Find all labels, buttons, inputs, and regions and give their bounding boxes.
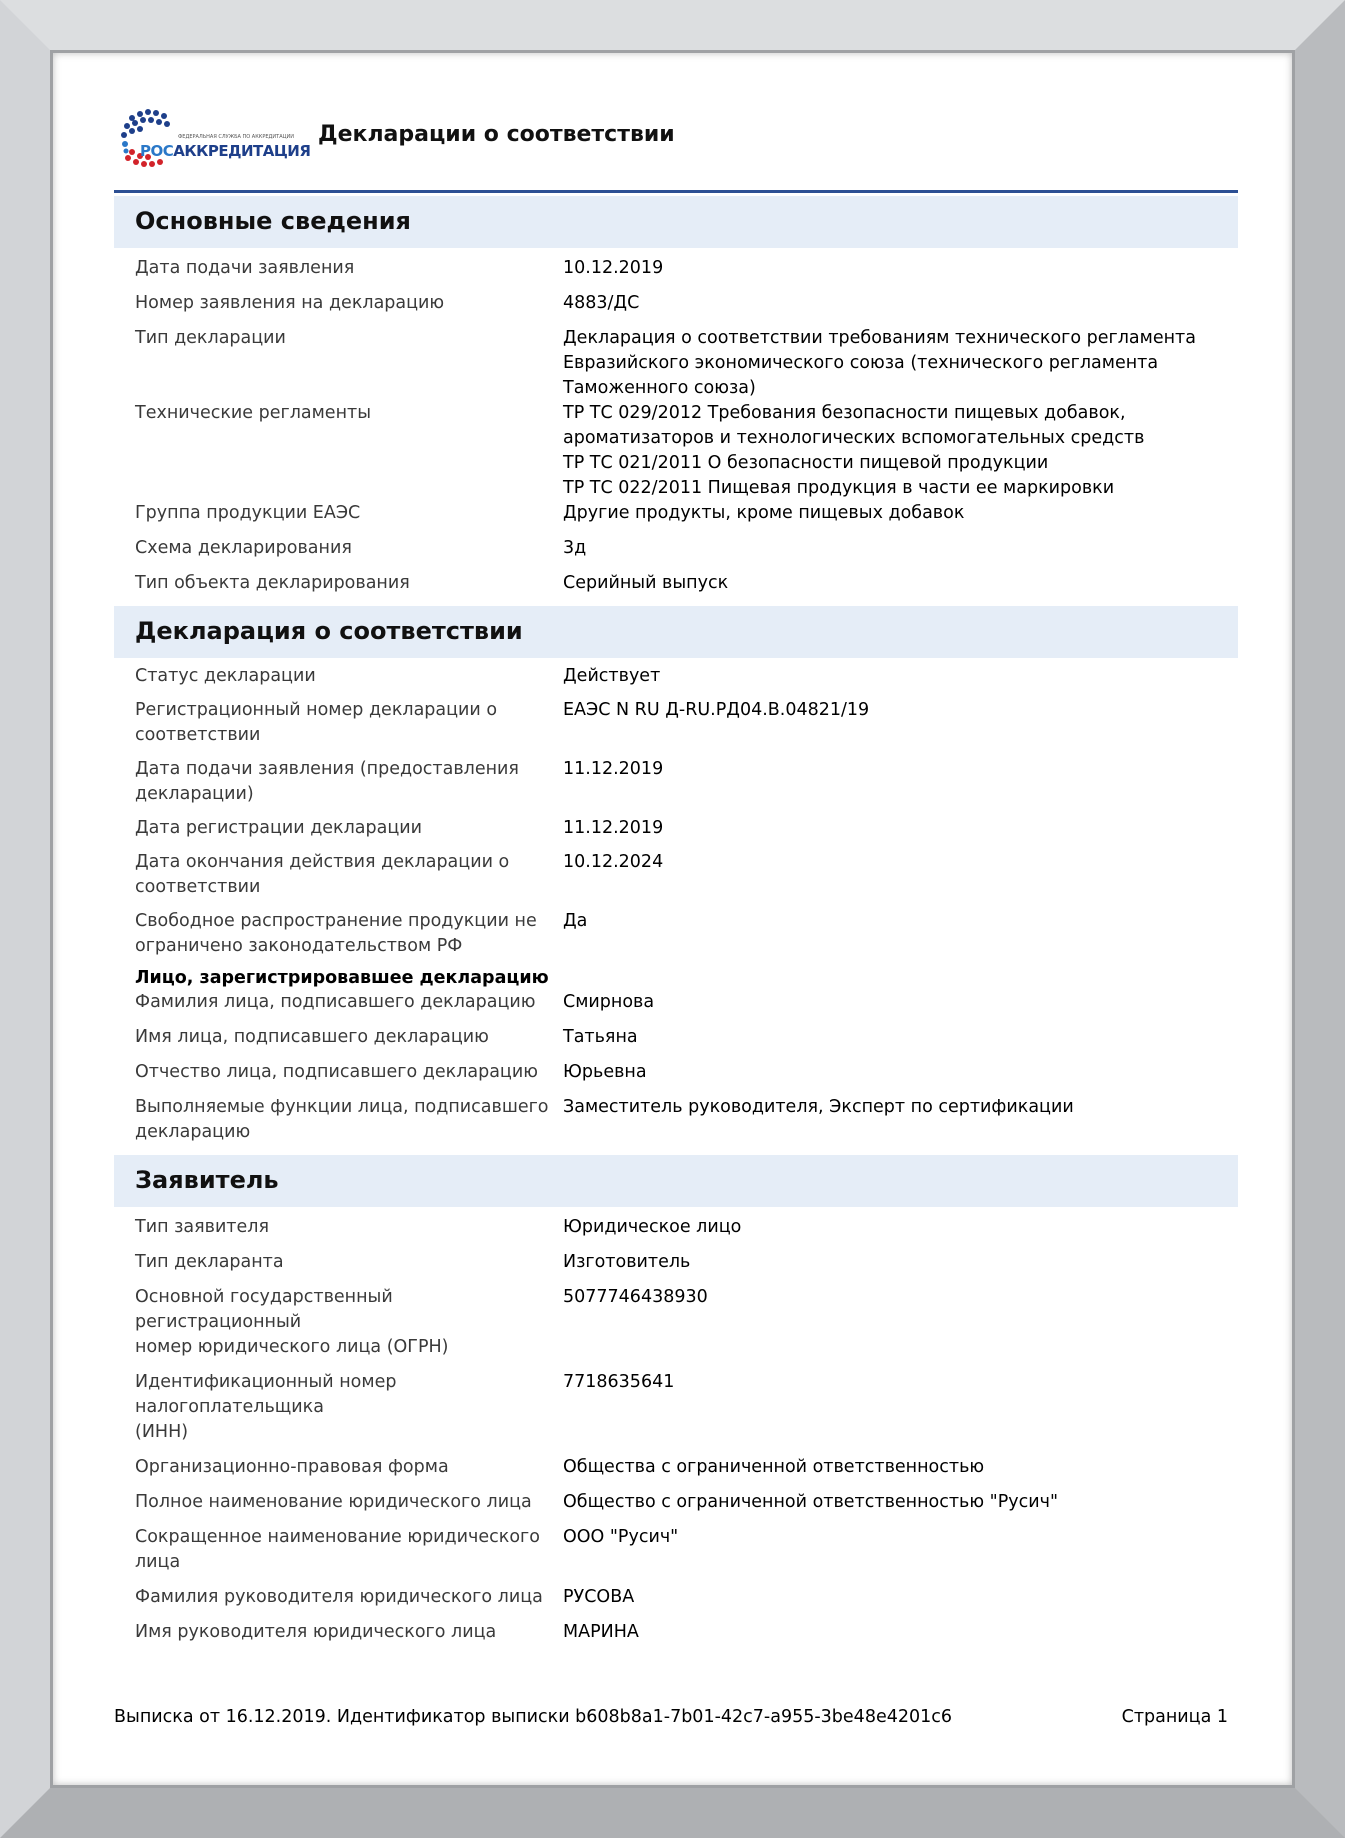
field-value: 11.12.2019 [563, 759, 664, 779]
field-row [114, 401, 1238, 501]
field-row [114, 1370, 1238, 1445]
field-value: Смирнова [563, 992, 655, 1012]
field-label: Организационно-правовая форма [135, 1457, 449, 1477]
document-title: Декларации о соответствии [318, 122, 675, 147]
field-row [114, 990, 1238, 1015]
field-row [114, 757, 1238, 807]
field-row [114, 291, 1238, 316]
field-value: Общества с ограниченной ответственностью [563, 1457, 985, 1477]
field-label [114, 757, 563, 807]
main-info-rows [114, 248, 1238, 596]
field-row [114, 1060, 1238, 1085]
document-content [114, 100, 1238, 1655]
field-value: 10.12.2019 [563, 258, 664, 278]
field-label-line: Дата подачи заявления (предоставления [135, 759, 519, 779]
field-value: 5077746438930 [563, 1287, 708, 1307]
registrant-rows [114, 988, 1238, 1145]
field-label-line: Дата окончания действия декларации о [135, 852, 510, 872]
field-label [114, 850, 563, 900]
field-value: Заместитель руководителя, Эксперт по сертификации [563, 1097, 1074, 1117]
field-value: Другие продукты, кроме пищевых добавок [563, 503, 965, 523]
field-value: 11.12.2019 [563, 818, 664, 838]
field-label: Тип заявителя [135, 1217, 269, 1237]
declaration-rows [114, 658, 1238, 959]
field-value-line: Декларация о соответствии требованиям технического регламента [563, 328, 1196, 348]
field-row [114, 1285, 1238, 1360]
rosaccreditation-logo [118, 106, 311, 176]
field-label: Тип объекта декларирования [135, 573, 410, 593]
field-label-line: декларации) [135, 784, 254, 804]
field-value-line: Таможенного союза) [563, 378, 756, 398]
footer-page-number: Страница 1 [1121, 1707, 1228, 1727]
field-label-line: соответствии [135, 877, 261, 897]
field-label-line: (ИНН) [135, 1422, 189, 1442]
field-label-line: ограничено законодательством РФ [135, 936, 463, 956]
field-label [114, 909, 563, 959]
field-row [114, 536, 1238, 561]
section-declaration [114, 606, 1238, 658]
field-row [114, 698, 1238, 748]
field-label [114, 1370, 563, 1445]
field-value: Татьяна [563, 1027, 638, 1047]
section-title: Декларация о соответствии [135, 617, 523, 645]
field-value-line: Евразийского экономического союза (технического регламента [563, 353, 1159, 373]
field-label: Отчество лица, подписавшего декларацию [135, 1062, 538, 1082]
document-footer [114, 1707, 1228, 1727]
field-row [114, 326, 1238, 401]
registrant-subtitle: Лицо, зарегистрировавшее декларацию [135, 968, 549, 988]
field-value: Да [563, 911, 588, 931]
logo-emblem-icon [118, 106, 188, 176]
field-value-line: ароматизаторов и технологических вспомогательных средств [563, 428, 1145, 448]
field-row [114, 256, 1238, 281]
field-value: Юридическое лицо [563, 1217, 742, 1237]
field-value: 7718635641 [563, 1372, 675, 1392]
field-label: Технические регламенты [135, 403, 372, 423]
field-row [114, 1025, 1238, 1050]
document-header [114, 100, 1238, 193]
field-label-line: Идентификационный номер налогоплательщика [135, 1372, 397, 1417]
field-value-line: ТР ТС 021/2011 О безопасности пищевой продукции [563, 453, 1049, 473]
field-value: ЕАЭС N RU Д-RU.РД04.В.04821/19 [563, 700, 870, 720]
field-value-line: ТР ТС 022/2011 Пищевая продукция в части ее маркировки [563, 478, 1115, 498]
field-label: Номер заявления на декларацию [135, 293, 445, 313]
field-value: РУСОВА [563, 1587, 635, 1607]
field-value: 3д [563, 538, 587, 558]
field-value-line: ТР ТС 029/2012 Требования безопасности пищевых добавок, [563, 403, 1126, 423]
field-label: Схема декларирования [135, 538, 352, 558]
field-row [114, 909, 1238, 959]
field-label-line: Свободное распространение продукции не [135, 911, 537, 931]
field-label: Дата регистрации декларации [135, 818, 423, 838]
field-row [114, 1525, 1238, 1575]
field-value: Серийный выпуск [563, 573, 729, 593]
footer-extract-id: Выписка от 16.12.2019. Идентификатор выписки b608b8a1-7b01-42c7-a955-3be48e4201c6 [114, 1707, 953, 1727]
field-value: Изготовитель [563, 1252, 691, 1272]
field-label: Группа продукции ЕАЭС [135, 503, 361, 523]
field-label: Имя лица, подписавшего декларацию [135, 1027, 489, 1047]
field-label: Статус декларации [135, 666, 316, 686]
field-label-line: Основной государственный регистрационный [135, 1287, 393, 1332]
field-value: 10.12.2024 [563, 852, 664, 872]
field-row [114, 1490, 1238, 1515]
field-label [114, 1285, 563, 1360]
field-label: Тип декларации [135, 328, 286, 348]
field-label: Дата подачи заявления [135, 258, 355, 278]
field-label-line: Регистрационный номер декларации о [135, 700, 498, 720]
field-label: Тип декларанта [135, 1252, 284, 1272]
field-label [114, 698, 563, 748]
field-label: Фамилия лица, подписавшего декларацию [135, 992, 536, 1012]
field-row [114, 1585, 1238, 1610]
field-row [114, 850, 1238, 900]
field-value: Общество с ограниченной ответственностью "Русич" [563, 1492, 1059, 1512]
field-row [114, 664, 1238, 689]
field-value: Юрьевна [563, 1062, 647, 1082]
field-row [114, 1620, 1238, 1645]
field-value [563, 401, 1238, 501]
section-title: Заявитель [135, 1166, 279, 1194]
field-value: МАРИНА [563, 1622, 639, 1642]
field-row [114, 571, 1238, 596]
section-applicant [114, 1155, 1238, 1207]
field-label-line: номер юридического лица (ОГРН) [135, 1337, 449, 1357]
field-label: Сокращенное наименование юридического лица [135, 1527, 540, 1572]
field-label: Имя руководителя юридического лица [135, 1622, 497, 1642]
field-row [114, 501, 1238, 526]
field-label: Полное наименование юридического лица [135, 1492, 532, 1512]
field-label-line: декларацию [135, 1122, 251, 1142]
field-label-line: соответствии [135, 725, 261, 745]
logo-wordmark: РОСАККРЕДИТАЦИЯ [140, 142, 311, 160]
field-label: Фамилия руководителя юридического лица [135, 1587, 543, 1607]
field-value: 4883/ДС [563, 293, 640, 313]
field-row [114, 1250, 1238, 1275]
field-value: ООО "Русич" [563, 1527, 679, 1547]
field-row [114, 1095, 1238, 1145]
field-row [114, 816, 1238, 841]
field-label-line: Выполняемые функции лица, подписавшего [135, 1097, 549, 1117]
field-row [114, 1455, 1238, 1480]
logo-subtitle: ФЕДЕРАЛЬНАЯ СЛУЖБА ПО АККРЕДИТАЦИИ [178, 134, 294, 140]
field-label [114, 1095, 563, 1145]
field-value [563, 326, 1238, 401]
applicant-rows [114, 1207, 1238, 1645]
field-value: Действует [563, 666, 661, 686]
section-title: Основные сведения [135, 207, 411, 235]
field-row [114, 1215, 1238, 1240]
section-main-info [114, 196, 1238, 248]
